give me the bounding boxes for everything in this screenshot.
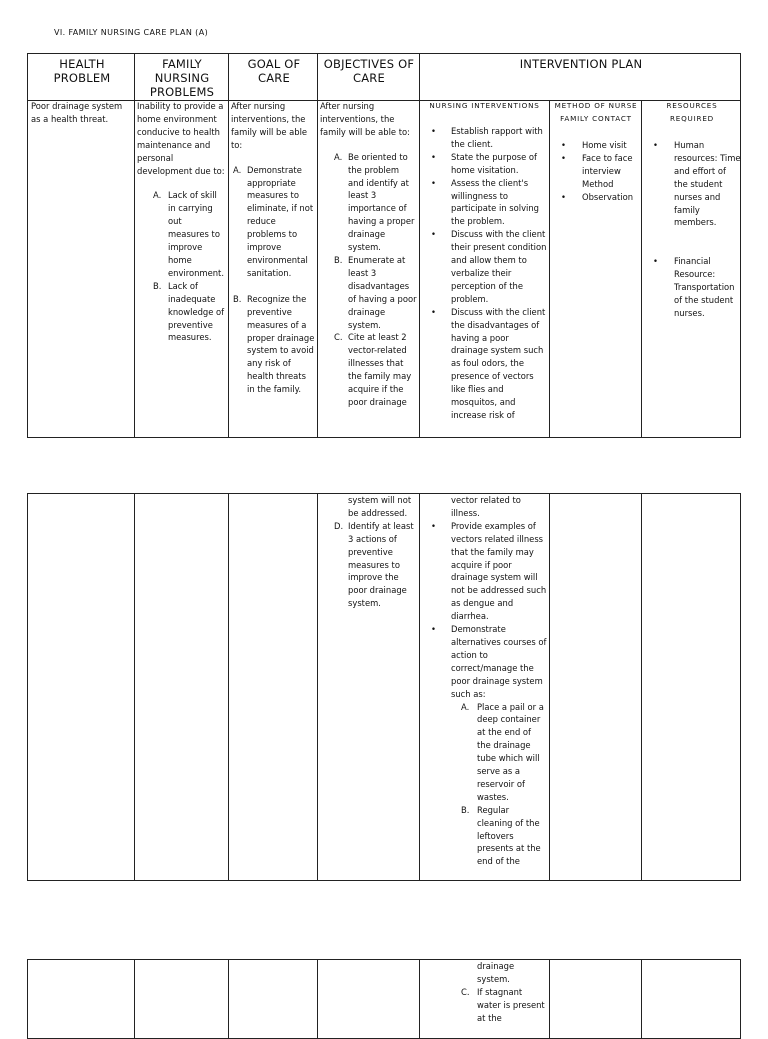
health-problem-text: Poor drainage system as a health threat.	[31, 101, 123, 124]
header-goal-of-care: GOAL OF CARE	[247, 57, 301, 85]
list-item: • Demonstrate alternatives courses of action to correct/manage the poor drainage system such as:	[421, 623, 547, 700]
list-item: • Face to face interview Method	[551, 152, 640, 191]
document-heading: VI. FAMILY NURSING CARE PLAN (A)	[54, 28, 209, 37]
objectives-cell	[320, 100, 417, 438]
subheader-resources-required: RESOURCES REQUIRED	[666, 101, 718, 123]
list-item: A. Be oriented to the problem and identify at least 3 importance of having a proper drainage system.	[334, 151, 415, 253]
care-plan-table-page-2	[27, 493, 741, 881]
interventions-continued: vector related to illness.	[451, 495, 521, 518]
interventions-continued: drainage system.	[477, 961, 515, 984]
list-item: C. If stagnant water is present at the	[461, 986, 545, 1023]
nursing-interventions-cell	[421, 113, 547, 438]
list-item: • Assess the client's willingness to participate in solving the problem.	[421, 177, 547, 229]
list-item: C. Cite at least 2 vector-related illnesses that the family may acquire if the poor drainage	[334, 332, 412, 407]
header-family-nursing-problems: FAMILY NURSING PROBLEMS	[149, 57, 215, 99]
health-problem-cell	[31, 100, 133, 126]
list-item: B. Regular cleaning of the leftovers presents at the end of the	[461, 804, 541, 867]
care-plan-table-page-1	[27, 53, 741, 438]
list-item: • Discuss with the client the disadvantages of having a poor drainage system such as foul odors, the presence of vectors like flies and mosquitos, and increase risk of	[421, 306, 547, 422]
nursing-interventions-cell	[421, 960, 547, 1025]
goal-of-care-cell	[231, 100, 315, 396]
goal-intro: After nursing interventions, the family will be able to:	[231, 101, 308, 150]
list-item: • Establish rapport with the client.	[421, 125, 547, 151]
subheader-method-of-contact: METHOD OF NURSE FAMILY CONTACT	[554, 101, 638, 123]
resources-cell	[643, 113, 741, 320]
list-item: B. Lack of inadequate knowledge of preventive measures.	[153, 280, 225, 343]
family-problem-cell	[137, 100, 225, 344]
list-item: • Provide examples of vectors related illness that the family may acquire if poor drainage system will not be addressed such as dengue and diarrhea.	[421, 520, 547, 623]
list-item: • State the purpose of home visitation.	[421, 151, 547, 177]
header-health-problem: HEALTH PROBLEM	[53, 57, 111, 85]
objectives-intro: After nursing interventions, the family will be able to:	[320, 101, 410, 137]
list-item: • Discuss with the client their present condition and allow them to verbalize their perception of the problem.	[421, 228, 547, 305]
list-item: • Human resources: Time and effort of the student nurses and family members.	[643, 139, 741, 229]
list-item: • Observation	[551, 191, 640, 204]
care-plan-table-page-3	[27, 959, 741, 1039]
header-intervention-plan: INTERVENTION PLAN	[519, 57, 643, 71]
list-item: A. Place a pail or a deep container at the end of the drainage tube which will serve as a reservoir of wastes.	[461, 701, 544, 802]
list-item: • Financial Resource: Transportation of the student nurses.	[643, 255, 741, 320]
method-of-contact-cell	[551, 113, 640, 204]
list-item: D. Identify at least 3 actions of preventive measures to improve the poor drainage system.	[334, 520, 414, 609]
objectives-continued: system will not be addressed.	[348, 495, 412, 518]
nursing-interventions-cell	[421, 494, 547, 880]
list-item: A. Lack of skill in carrying out measures to improve home environment.	[153, 190, 224, 278]
header-objectives-of-care: OBJECTIVES OF CARE	[323, 57, 415, 85]
subheader-nursing-interventions: NURSING INTERVENTIONS	[429, 101, 540, 110]
objectives-cell	[320, 494, 417, 610]
family-problem-intro: Inability to provide a home environment conducive to health maintenance and personal development due to:	[137, 101, 225, 176]
list-item: • Home visit	[551, 139, 640, 152]
list-item: B. Recognize the preventive measures of a proper drainage system to avoid any risk of health threats in the family.	[233, 293, 315, 395]
list-item: B. Enumerate at least 3 disadvantages of having a poor drainage system.	[334, 254, 417, 330]
list-item: A. Demonstrate appropriate measures to eliminate, if not reduce problems to improve environmental sanitation.	[233, 164, 314, 278]
